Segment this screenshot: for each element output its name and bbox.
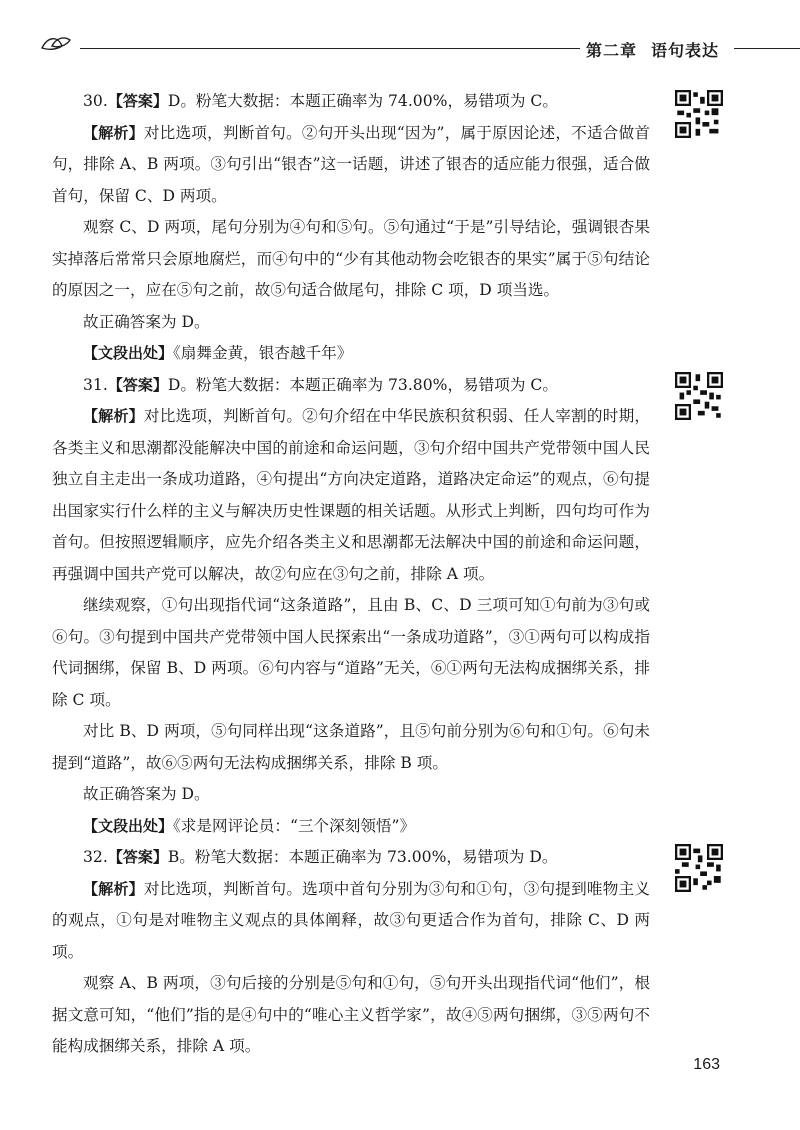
page-number: 163 [693, 1056, 720, 1073]
question-number: 32. [83, 848, 108, 866]
answer-tag: 【答案】 [107, 848, 168, 866]
analysis-tag: 【解析】 [83, 123, 144, 142]
answer-tag: 【答案】 [107, 375, 168, 394]
source-line [52, 338, 650, 370]
leaf-ornament-icon [40, 34, 74, 54]
answer-text: B。粉笔大数据：本题正确率为 73.00%，易错项为 D。 [167, 848, 558, 866]
analysis-tag: 【解析】 [83, 407, 144, 425]
analysis-paragraph [52, 401, 650, 590]
answer-line [52, 842, 650, 874]
source-tag: 【文段出处】 [83, 816, 174, 835]
analysis-text: 对比选项，判断首句。选项中首句分别为③句和①句，③句提到唯物主义的观点，①句是对唯物主义观点的具体阐释，故③句更适合作为首句，排除 C、D 两项。 [52, 879, 650, 961]
header-rule-left [80, 48, 580, 49]
qr-code-icon[interactable] [675, 90, 723, 138]
source-text: 《求是网评论员：“三个深刻领悟”》 [173, 816, 416, 835]
answer-line [52, 86, 650, 118]
source-line [52, 811, 650, 843]
conclusion-paragraph: 故正确答案为 D。 [83, 785, 210, 803]
source-tag: 【文段出处】 [83, 344, 174, 362]
answer-text: D。粉笔大数据：本题正确率为 74.00%，易错项为 C。 [167, 92, 558, 110]
question-number: 31. [83, 375, 108, 394]
header-rule-right [734, 48, 800, 49]
answer-tag: 【答案】 [107, 92, 168, 110]
analysis-text: 对比选项，判断首句。②句开头出现“因为”，属于原因论述，不适合做首句，排除 A、B 两项。③句引出“银杏”这一话题，讲述了银杏的适应能力很强，适合做首句，保留 C、D 两项。 [52, 123, 650, 205]
qr-code-icon[interactable] [675, 844, 723, 892]
analysis-paragraph [52, 874, 650, 969]
main-content [52, 86, 650, 1063]
page-header [0, 0, 800, 70]
analysis-paragraph [52, 118, 650, 213]
answer-text: D。粉笔大数据：本题正确率为 73.80%，易错项为 C。 [167, 375, 558, 394]
chapter-label: 第二章 [586, 41, 638, 60]
analysis-tag: 【解析】 [83, 879, 144, 898]
body-paragraph: 对比 B、D 两项，⑤句同样出现“这条道路”，且⑤句前分别为⑥句和①句。⑥句未提到“道路”，故⑥⑤两句无法构成捆绑关系，排除 B 项。 [52, 722, 650, 772]
qr-code-icon[interactable] [675, 372, 723, 420]
section-label: 语句表达 [651, 41, 720, 60]
body-paragraph: 观察 C、D 两项，尾句分别为④句和⑤句。⑤句通过“于是”引导结论，强调银杏果实掉落后常常只会原地腐烂，而④句中的“少有其他动物会吃银杏的果实”属于⑤句结论的原因之一，应在⑤句之前，故⑤句适合做尾句，排除 C 项，D 项当选。 [52, 218, 650, 299]
body-paragraph: 观察 A、B 两项，③句后接的分别是⑤句和①句，⑤句开头出现指代词“他们”，根据文意可知，“他们”指的是④句中的“唯心主义哲学家”，故④⑤两句捆绑，③⑤两句不能构成捆绑关系，排除 A 项。 [52, 974, 650, 1055]
body-paragraph: 继续观察，①句出现指代词“这条道路”，且由 B、C、D 三项可知①句前为③句或⑥句。③句提到中国共产党带领中国人民探索出“一条成功道路”，③①两句可以构成指代词捆绑，保留 B、D 两项。⑥句内容与“道路”无关，⑥①两句无法构成捆绑关系，排除 C 项。 [52, 596, 650, 709]
source-text: 《扇舞金黄，银杏越千年》 [173, 344, 353, 362]
analysis-text: 对比选项，判断首句。②句介绍在中华民族积贫积弱、任人宰割的时期，各类主义和思潮都没能解决中国的前途和命运问题，③句介绍中国共产党带领中国人民独立自主走出一条成功道路，④句提出“方向决定道路，道路决定命运”的观点，⑥句提出国家实行什么样的主义与解决历史性课题的相关话题。从形式上判断，四句均可作为首句。但按照逻辑顺序，应先介绍各类主义和思潮都无法解决中国的前途和命运问题，再强调中国共产党可以解决，故②句应在③句之前，排除 A 项。 [52, 407, 650, 583]
conclusion-paragraph: 故正确答案为 D。 [83, 312, 210, 331]
question-number: 30. [83, 92, 108, 110]
header-title [586, 38, 733, 61]
answer-line [52, 370, 650, 402]
